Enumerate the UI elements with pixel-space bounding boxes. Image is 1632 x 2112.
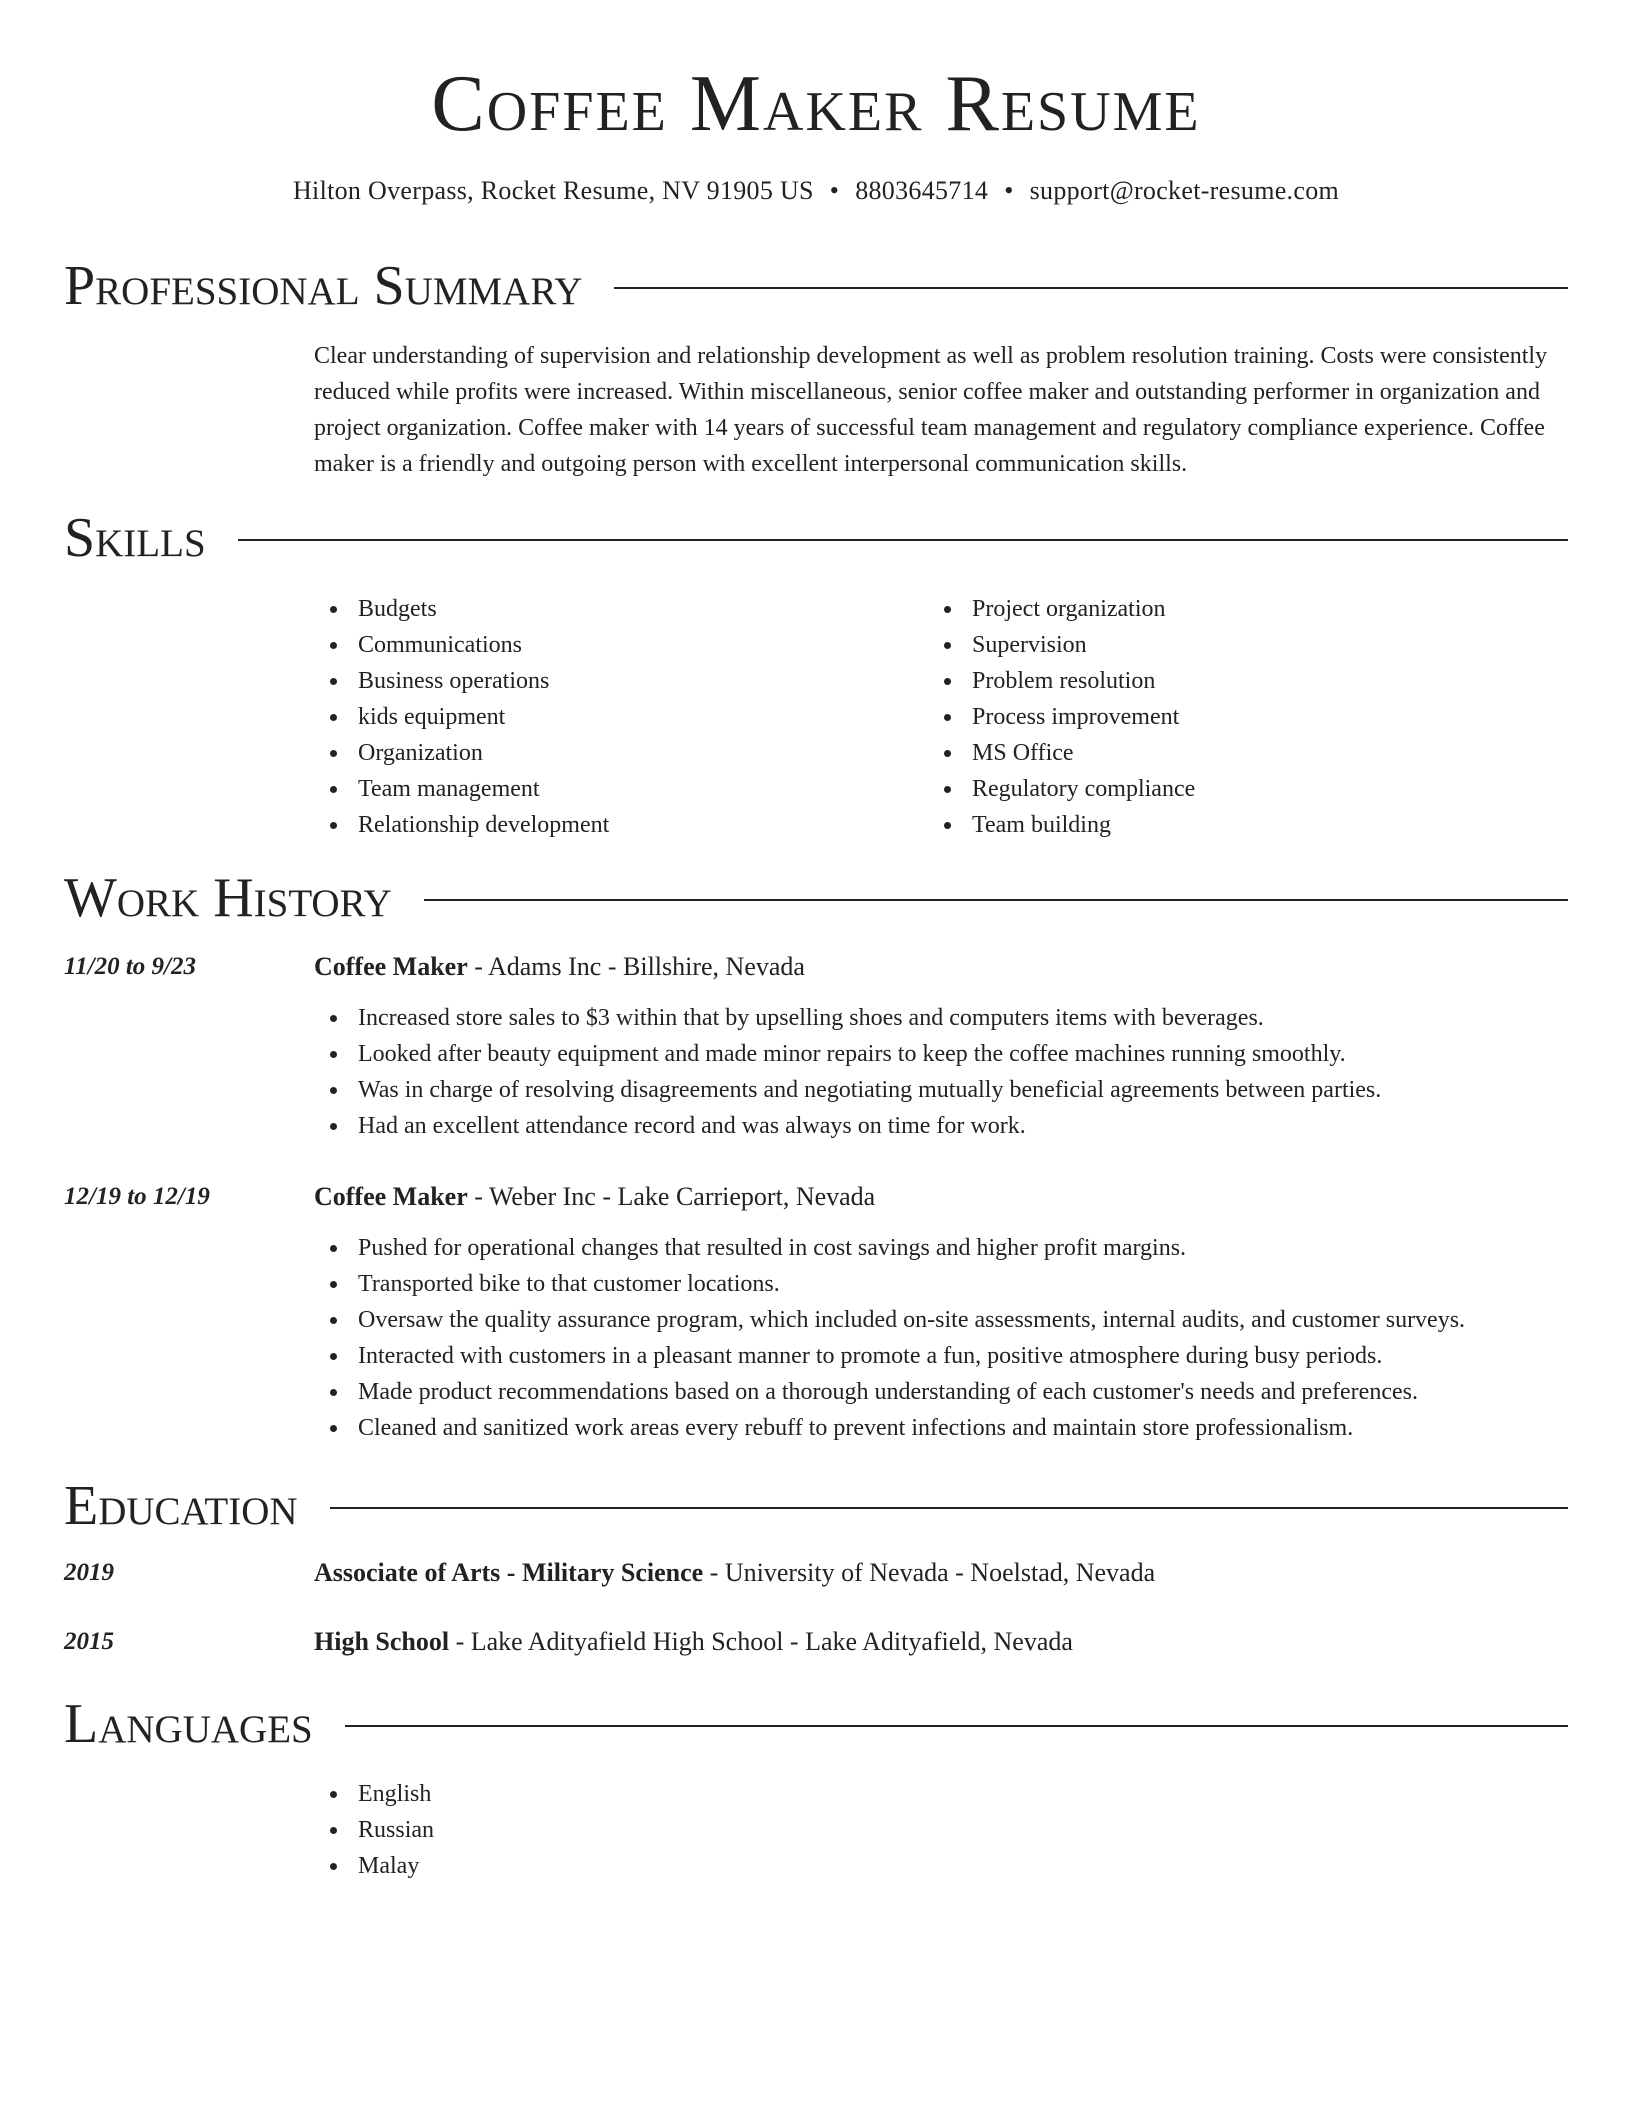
section-divider	[238, 539, 1568, 541]
education-year: 2019	[64, 1559, 114, 1586]
skill-item: Process improvement	[928, 699, 1488, 735]
job-bullet: Interacted with customers in a pleasant manner to promote a fun, positive atmosphere during busy periods.	[314, 1338, 1568, 1374]
education-section-header	[64, 1474, 1568, 1538]
skill-item: Project organization	[928, 591, 1488, 627]
skills-section-header	[64, 506, 1568, 570]
job-title-line	[314, 950, 805, 984]
education-school: - University of Nevada - Noelstad, Nevada	[703, 1558, 1156, 1587]
skills-title: Skills	[64, 507, 206, 569]
skill-item: Budgets	[314, 591, 874, 627]
skill-item: Team building	[928, 807, 1488, 843]
job-responsibilities	[314, 1230, 1568, 1446]
job-bullet: Pushed for operational changes that resulted in cost savings and higher profit margins.	[314, 1230, 1568, 1266]
job-bullet: Cleaned and sanitized work areas every rebuff to prevent infections and maintain store professionalism.	[314, 1410, 1568, 1446]
job-bullet: Oversaw the quality assurance program, which included on-site assessments, internal audits, and customer surveys.	[314, 1302, 1568, 1338]
skills-column-right	[928, 591, 1488, 843]
job-bullet: Had an excellent attendance record and was always on time for work.	[314, 1108, 1568, 1144]
contact-email: support@rocket-resume.com	[1029, 176, 1340, 205]
skill-item: Organization	[314, 735, 874, 771]
section-divider	[330, 1507, 1568, 1509]
language-item: Russian	[314, 1812, 1568, 1848]
contact-separator: •	[1004, 176, 1014, 205]
skill-item: kids equipment	[314, 699, 874, 735]
job-role: Coffee Maker	[314, 952, 468, 981]
skill-item: Business operations	[314, 663, 874, 699]
job-role: Coffee Maker	[314, 1182, 468, 1211]
job-bullet: Looked after beauty equipment and made minor repairs to keep the coffee machines running smoothly.	[314, 1036, 1568, 1072]
skill-item: MS Office	[928, 735, 1488, 771]
work-section-header	[64, 866, 1568, 930]
education-entry	[314, 1625, 1073, 1659]
job-bullet: Increased store sales to $3 within that by upselling shoes and computers items with beverages.	[314, 1000, 1568, 1036]
job-employer: - Weber Inc - Lake Carrieport, Nevada	[467, 1182, 876, 1211]
job-bullet: Made product recommendations based on a thorough understanding of each customer's needs and preferences.	[314, 1374, 1568, 1410]
resume-name: Coffee Maker Resume	[431, 60, 1201, 148]
job-employer: - Adams Inc - Billshire, Nevada	[467, 952, 805, 981]
languages-list	[314, 1776, 1568, 1884]
education-degree: High School	[314, 1627, 450, 1656]
languages-title: Languages	[64, 1693, 313, 1755]
education-title: Education	[64, 1475, 298, 1537]
contact-phone: 8803645714	[855, 176, 989, 205]
skills-column-left	[314, 591, 874, 843]
education-year: 2015	[64, 1628, 114, 1655]
job-title-line	[314, 1180, 875, 1214]
skill-item: Regulatory compliance	[928, 771, 1488, 807]
summary-section-header	[64, 254, 1568, 318]
education-degree: Associate of Arts - Military Science	[314, 1558, 704, 1587]
section-divider	[614, 287, 1568, 289]
skill-item: Supervision	[928, 627, 1488, 663]
summary-title: Professional Summary	[64, 255, 583, 317]
language-item: English	[314, 1776, 1568, 1812]
skill-item: Problem resolution	[928, 663, 1488, 699]
education-school: - Lake Adityafield High School - Lake Adityafield, Nevada	[449, 1627, 1073, 1656]
summary-text: Clear understanding of supervision and relationship development as well as problem resolution training. Costs were consistently reduced while profits were increased. Within miscellaneous, senior coffee maker and outstanding performer in organization and project organization. Coffee maker with 14 years of successful team management and regulatory compliance experience. Coffee maker is a friendly and outgoing person with excellent interpersonal communication skills.	[314, 343, 1548, 477]
languages-section-header	[64, 1692, 1568, 1756]
job-bullet: Was in charge of resolving disagreements and negotiating mutually beneficial agreements between parties.	[314, 1072, 1568, 1108]
contact-address: Hilton Overpass, Rocket Resume, NV 91905 US	[292, 176, 814, 205]
job-bullet: Transported bike to that customer locations.	[314, 1266, 1568, 1302]
job-dates: 11/20 to 9/23	[64, 953, 196, 980]
skill-item: Communications	[314, 627, 874, 663]
skill-item: Team management	[314, 771, 874, 807]
contact-separator: •	[829, 176, 840, 205]
work-title: Work History	[64, 867, 392, 929]
section-divider	[345, 1725, 1568, 1727]
job-responsibilities	[314, 1000, 1568, 1144]
language-item: Malay	[314, 1848, 1568, 1884]
skill-item: Relationship development	[314, 807, 874, 843]
skills-list-right	[928, 591, 1488, 843]
education-entry	[314, 1556, 1155, 1590]
job-dates: 12/19 to 12/19	[64, 1183, 210, 1210]
section-divider	[424, 899, 1568, 901]
skills-list-left	[314, 591, 874, 843]
contact-line	[0, 174, 1632, 208]
